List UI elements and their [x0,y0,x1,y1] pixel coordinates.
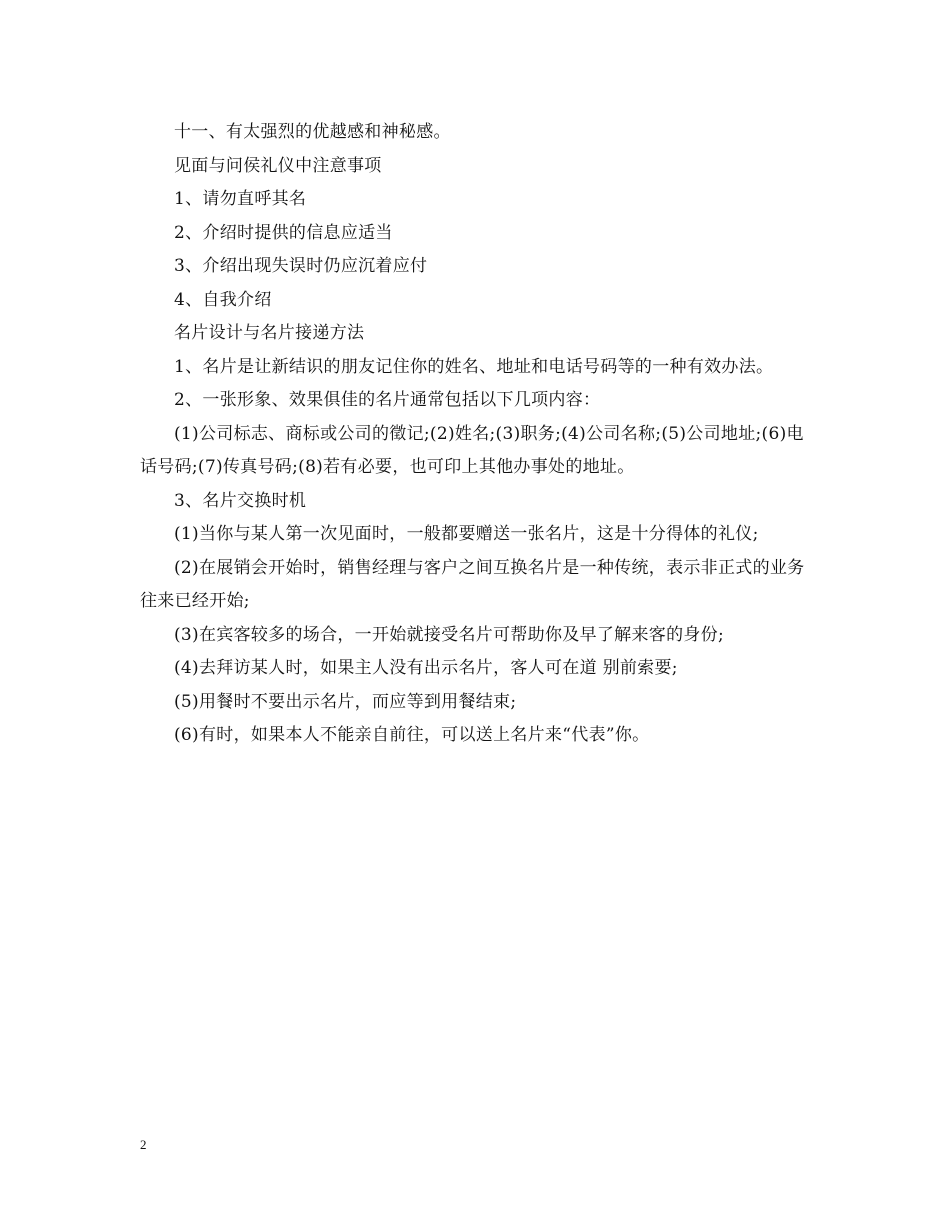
list-item: 1、请勿直呼其名 [174,189,307,209]
list-item: (1)当你与某人第一次见面时，一般都要赠送一张名片，这是十分得体的礼仪; [174,524,759,544]
section-heading-business-card: 名片设计与名片接递方法 [174,323,365,343]
list-item: 3、介绍出现失误时仍应沉着应付 [174,256,428,276]
list-item: 3、名片交换时机 [174,490,307,511]
list-item: (6)有时，如果本人不能亲自前往，可以送上名片来“代表”你。 [174,725,650,745]
list-item: (4)去拜访某人时，如果主人没有出示名片，客人可在道 别前索要; [174,658,678,678]
section-heading-greeting-etiquette: 见面与问侯礼仪中注意事项 [174,155,382,176]
document-body [140,116,816,753]
list-item: (5)用餐时不要出示名片，而应等到用餐结束; [174,691,517,712]
list-item: 4、自我介绍 [174,289,272,310]
list-item: (3)在宾客较多的场合，一开始就接受名片可帮助你及早了解来客的身份; [174,624,725,645]
list-item: (1)公司标志、商标或公司的徵记;(2)姓名;(3)职务;(4)公司名称;(5)公司地址;(6)电话号码;(7)传真号码;(8)若有必要，也可印上其他办事处的地址。 [140,423,804,477]
paragraph-heading-eleven: 十一、有太强烈的优越感和神秘感。 [174,122,451,142]
list-item: (2)在展销会开始时，销售经理与客户之间互换名片是一种传统，表示非正式的业务往来已经开始; [140,557,805,611]
list-item: 1、名片是让新结识的朋友记住你的姓名、地址和电话号码等的一种有效办法。 [174,356,774,377]
page-number: 2 [140,1137,147,1152]
list-item: 2、介绍时提供的信息应适当 [174,222,393,243]
list-item: 2、一张形象、效果俱佳的名片通常包括以下几项内容： [174,390,601,410]
